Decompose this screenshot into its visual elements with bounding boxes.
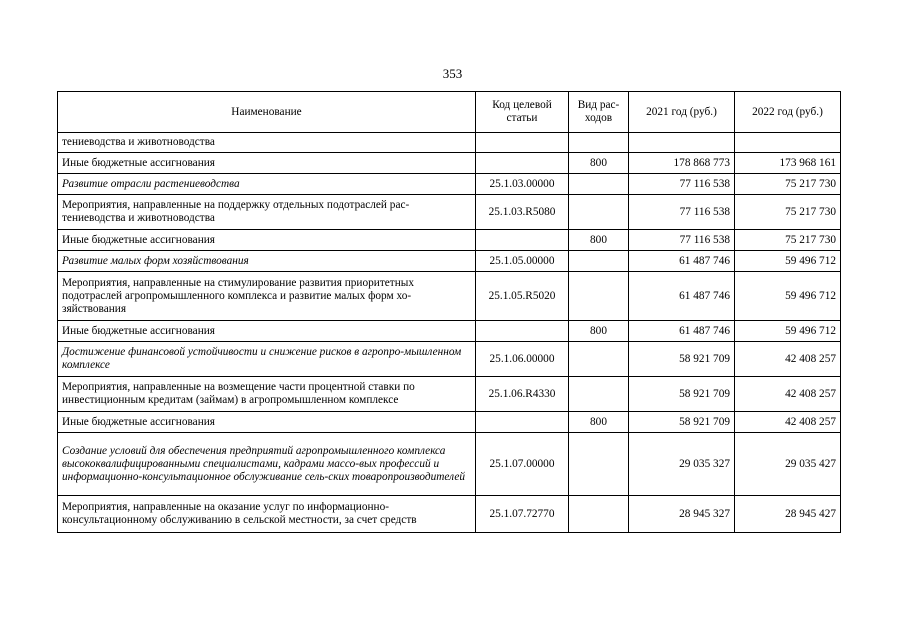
table-row <box>58 133 841 153</box>
row-code: 25.1.06.R4330 <box>476 377 569 412</box>
budget-table <box>57 91 841 533</box>
row-code: 25.1.07.72770 <box>476 496 569 533</box>
table-row <box>58 433 841 496</box>
row-2021: 58 921 709 <box>629 342 735 377</box>
page-number: 353 <box>442 66 463 81</box>
row-type: 800 <box>569 412 629 433</box>
row-2022: 42 408 257 <box>735 377 841 412</box>
row-type: 800 <box>569 321 629 342</box>
row-type: 800 <box>569 153 629 174</box>
row-2022: 59 496 712 <box>735 321 841 342</box>
row-name: Развитие малых форм хозяйствования <box>58 251 476 272</box>
row-name: Иные бюджетные ассигнования <box>58 230 476 251</box>
table-row <box>58 153 841 174</box>
row-name: Развитие отрасли растениеводства <box>58 174 476 195</box>
row-name: Мероприятия, направленные на возмещение части процентной ставки по инвестиционным кредитам (займам) в агропромышленном комплексе <box>58 377 476 412</box>
row-code <box>476 412 569 433</box>
row-2021: 77 116 538 <box>629 195 735 230</box>
table-row <box>58 195 841 230</box>
row-2021: 28 945 327 <box>629 496 735 533</box>
row-2021: 58 921 709 <box>629 377 735 412</box>
row-2021: 61 487 746 <box>629 321 735 342</box>
table-row <box>58 412 841 433</box>
table-row <box>58 342 841 377</box>
row-2022: 59 496 712 <box>735 272 841 321</box>
row-type: 800 <box>569 230 629 251</box>
row-type <box>569 496 629 533</box>
row-type <box>569 174 629 195</box>
row-2021: 58 921 709 <box>629 412 735 433</box>
row-2021 <box>629 133 735 153</box>
table-row <box>58 174 841 195</box>
table-row <box>58 377 841 412</box>
row-2022: 59 496 712 <box>735 251 841 272</box>
row-type <box>569 251 629 272</box>
table-row <box>58 496 841 533</box>
row-type <box>569 433 629 496</box>
row-code: 25.1.05.R5020 <box>476 272 569 321</box>
row-2022: 28 945 427 <box>735 496 841 533</box>
row-2021: 61 487 746 <box>629 251 735 272</box>
row-code <box>476 153 569 174</box>
row-2021: 77 116 538 <box>629 174 735 195</box>
row-code: 25.1.06.00000 <box>476 342 569 377</box>
row-name: Мероприятия, направленные на оказание услуг по информационно-консультационному обслуживанию в сельской местности, за счет средств <box>58 496 476 533</box>
row-2021: 61 487 746 <box>629 272 735 321</box>
header-code: Код целевой статьи <box>476 92 569 133</box>
row-type <box>569 133 629 153</box>
row-code <box>476 133 569 153</box>
row-code <box>476 230 569 251</box>
row-code: 25.1.03.00000 <box>476 174 569 195</box>
row-code: 25.1.03.R5080 <box>476 195 569 230</box>
row-2021: 77 116 538 <box>629 230 735 251</box>
row-2022: 29 035 427 <box>735 433 841 496</box>
row-name: Мероприятия, направленные на поддержку отдельных подотраслей рас-тениеводства и животноводства <box>58 195 476 230</box>
row-name: Иные бюджетные ассигнования <box>58 321 476 342</box>
row-code: 25.1.05.00000 <box>476 251 569 272</box>
row-2021: 29 035 327 <box>629 433 735 496</box>
row-name: Мероприятия, направленные на стимулирование развития приоритетных подотраслей агропромышленного комплекса и развитие малых форм хо-зяйствования <box>58 272 476 321</box>
row-2022: 75 217 730 <box>735 230 841 251</box>
row-name: Достижение финансовой устойчивости и снижение рисков в агропро-мышленном комплексе <box>58 342 476 377</box>
row-2022: 173 968 161 <box>735 153 841 174</box>
table-row <box>58 272 841 321</box>
row-2021: 178 868 773 <box>629 153 735 174</box>
row-name: тениеводства и животноводства <box>58 133 476 153</box>
header-2022: 2022 год (руб.) <box>735 92 841 133</box>
table-row <box>58 251 841 272</box>
row-name: Иные бюджетные ассигнования <box>58 153 476 174</box>
row-name: Создание условий для обеспечения предприятий агропромышленного комплекса высококвалифицированными специалистами, кадрами массо-вых профессий и информационно-консультационное обслуживание сель-ских товаропроизводителей <box>58 433 476 496</box>
table-row <box>58 230 841 251</box>
row-name: Иные бюджетные ассигнования <box>58 412 476 433</box>
header-2021: 2021 год (руб.) <box>629 92 735 133</box>
row-2022: 75 217 730 <box>735 195 841 230</box>
row-2022: 42 408 257 <box>735 412 841 433</box>
row-type <box>569 342 629 377</box>
header-type: Вид рас-ходов <box>569 92 629 133</box>
row-2022: 75 217 730 <box>735 174 841 195</box>
table-row <box>58 321 841 342</box>
table-header-row <box>58 92 841 133</box>
row-code <box>476 321 569 342</box>
row-code: 25.1.07.00000 <box>476 433 569 496</box>
row-2022: 42 408 257 <box>735 342 841 377</box>
row-2022 <box>735 133 841 153</box>
header-name: Наименование <box>58 92 476 133</box>
row-type <box>569 195 629 230</box>
row-type <box>569 377 629 412</box>
row-type <box>569 272 629 321</box>
